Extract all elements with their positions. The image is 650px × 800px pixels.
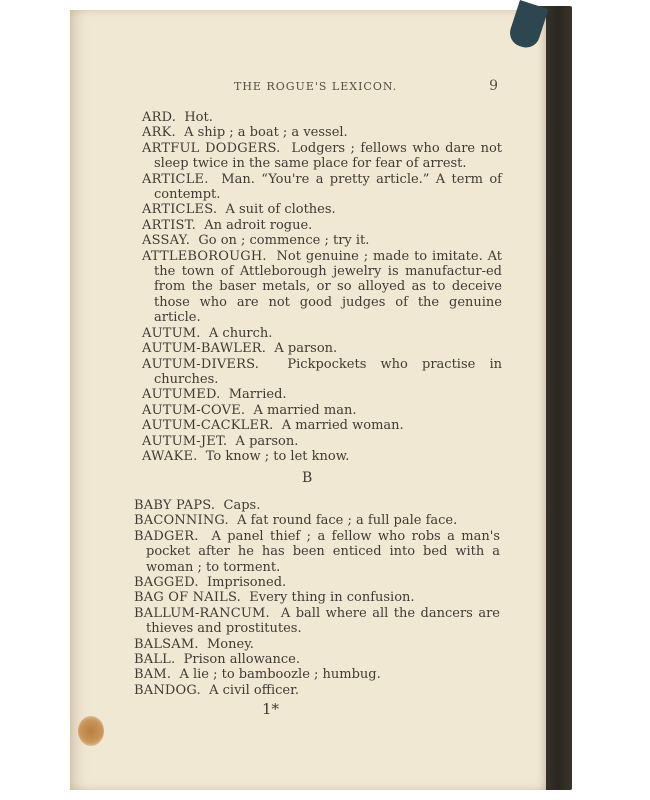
entry-definition: A civil officer. — [209, 682, 299, 698]
entry-headword: BALLUM-RANCUM. — [134, 605, 270, 621]
entry-headword: AUTUM-CACKLER. — [142, 418, 274, 434]
entry — [142, 202, 502, 217]
entry — [134, 575, 500, 590]
section-heading: B — [302, 470, 313, 486]
entry-headword: ARTICLES. — [142, 202, 218, 218]
entry — [142, 172, 502, 203]
entry-definition: A parson. — [274, 341, 338, 357]
page-stain — [78, 716, 104, 746]
entries-section-a — [142, 110, 502, 464]
entry — [142, 434, 502, 449]
entry-definition: Not genuine ; made to imitate. At the town of Attleborough jewelry is manufactur-ed from the baser metals, or so alloyed as to deceive those who are not good judges of the genuine article. — [154, 248, 502, 326]
entry — [142, 249, 502, 326]
entry-definition: Lodgers ; fellows who dare not sleep twice in the same place for fear of arrest. — [154, 140, 503, 172]
entry-definition: A ball where all the dancers are thieves and prostitutes. — [146, 605, 500, 637]
entry-definition: Money. — [206, 636, 254, 652]
entry — [134, 498, 500, 513]
entry-headword: ARK. — [142, 125, 176, 141]
entry — [134, 513, 500, 528]
entry — [134, 667, 500, 682]
entry — [142, 341, 502, 356]
entry-definition: Imprisoned. — [206, 575, 287, 591]
entry — [142, 218, 502, 233]
entry-headword: BABY PAPS. — [134, 498, 216, 513]
entry-headword: ARTFUL DODGERS. — [142, 140, 281, 156]
entry — [134, 652, 500, 667]
entry-headword: AUTUM-BAWLER. — [142, 341, 267, 357]
entry-headword: BALL. — [134, 652, 176, 668]
entry-definition: A panel thief ; a fellow who robs a man's pocket after he has been enticed into bed with a woman ; to torment. — [146, 528, 500, 575]
entry-headword: BAG OF NAILS. — [134, 590, 241, 606]
entry — [134, 529, 500, 575]
entry-headword: AUTUM-DIVERS. — [142, 356, 260, 372]
entry — [142, 418, 502, 433]
entry — [134, 637, 500, 652]
entry-definition: Every thing in confusion. — [249, 590, 415, 606]
entry-definition: A ship ; a boat ; a vessel. — [184, 125, 348, 141]
signature-mark: 1* — [262, 700, 280, 718]
entry — [142, 110, 502, 125]
entry-headword: AUTUMED. — [142, 387, 221, 403]
entry — [142, 449, 502, 464]
page-number: 9 — [489, 78, 498, 94]
entry-definition: Man. “You're a pretty article.” A term of contempt. — [154, 171, 502, 203]
entry-definition: To know ; to let know. — [205, 448, 350, 464]
entry-headword: BAM. — [134, 667, 172, 683]
entry — [142, 125, 502, 140]
entry-headword: BALSAM. — [134, 636, 199, 652]
entry-headword: AUTUM-JET. — [142, 433, 228, 449]
entry-headword: ARD. — [142, 110, 177, 125]
entries-section-b — [134, 498, 500, 698]
entry-definition: A lie ; to bamboozle ; humbug. — [179, 667, 381, 683]
running-header — [234, 80, 504, 98]
entry-definition: A fat round face ; a full pale face. — [237, 513, 458, 529]
entry-definition: Prison allowance. — [183, 652, 300, 668]
entry-headword: BACONNING. — [134, 513, 229, 529]
entry-definition: Caps. — [223, 498, 261, 513]
entry — [142, 387, 502, 402]
entry-headword: BADGER. — [134, 528, 199, 544]
entry-definition: A church. — [208, 325, 273, 341]
entry-headword: AWAKE. — [142, 448, 198, 464]
entry-headword: AUTUM. — [142, 325, 201, 341]
entry-headword: BANDOG. — [134, 682, 201, 698]
entry — [142, 326, 502, 341]
entry — [142, 233, 502, 248]
entry-headword: AUTUM-COVE. — [142, 402, 246, 418]
entry-headword: ARTIST. — [142, 217, 196, 233]
entry-definition: A married woman. — [281, 418, 404, 434]
entry-definition: Hot. — [184, 110, 213, 125]
running-title: THE ROGUE'S LEXICON. — [234, 80, 398, 93]
entry-definition: A suit of clothes. — [225, 202, 336, 218]
entry — [134, 606, 500, 637]
entry-headword: ATTLEBOROUGH. — [142, 248, 267, 264]
entry-definition: A married man. — [253, 402, 357, 418]
entry — [142, 357, 502, 388]
entry-headword: ARTICLE. — [142, 171, 209, 187]
entry — [142, 141, 502, 172]
entry — [134, 590, 500, 605]
entry-definition: Pickpockets who practise in churches. — [154, 356, 503, 387]
entry-headword: BAGGED. — [134, 575, 199, 591]
entry-definition: Married. — [228, 387, 287, 403]
entry — [142, 403, 502, 418]
entry-definition: Go on ; commence ; try it. — [198, 233, 370, 249]
entry-definition: An adroit rogue. — [204, 217, 313, 233]
entry — [134, 683, 500, 698]
entry-definition: A parson. — [235, 433, 299, 449]
entry-headword: ASSAY. — [142, 233, 191, 249]
